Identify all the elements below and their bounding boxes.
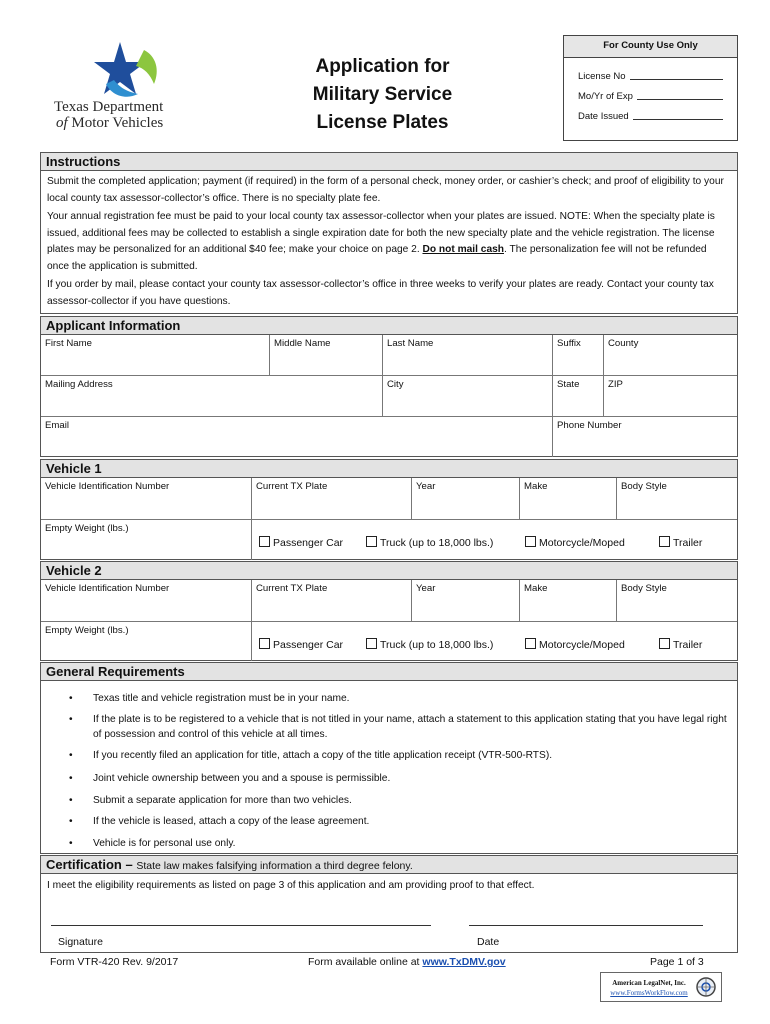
instructions-section: [40, 152, 738, 314]
vehicle2-section: [40, 561, 738, 661]
date-issued-field[interactable]: [633, 119, 723, 120]
v1-year-label: Year: [416, 481, 436, 492]
v2-truck-checkbox[interactable]: [366, 638, 377, 649]
v1-trailer-option[interactable]: [659, 536, 702, 549]
v1-trailer-checkbox[interactable]: [659, 536, 670, 547]
signature-line[interactable]: [51, 925, 431, 926]
city-label: City: [387, 379, 404, 390]
form-number: Form VTR-420 Rev. 9/2017: [50, 956, 179, 968]
v2-year-label: Year: [416, 583, 436, 594]
date-issued-row: [578, 102, 723, 122]
certification-warning: State law makes falsifying information a third degree felony.: [136, 860, 413, 872]
form-title: [280, 53, 485, 137]
state-field[interactable]: [553, 376, 604, 417]
vehicle1-heading: Vehicle 1: [40, 459, 738, 478]
bullet-icon: •: [69, 714, 73, 725]
v1-motorcycle-label: Motorcycle/Moped: [539, 537, 625, 549]
mailing-address-field[interactable]: [41, 376, 383, 417]
title-line-3: License Plates: [316, 112, 449, 133]
v2-trailer-option[interactable]: [659, 638, 702, 651]
zip-field[interactable]: [604, 376, 737, 417]
v1-trailer-label: Trailer: [673, 537, 703, 549]
v2-motorcycle-option[interactable]: [525, 638, 625, 651]
county-field[interactable]: [604, 335, 737, 376]
bullet-icon: •: [69, 795, 73, 806]
certification-section: [40, 855, 738, 953]
middle-name-field[interactable]: [270, 335, 383, 376]
applicant-heading: Applicant Information: [40, 316, 738, 335]
v2-body-field[interactable]: [617, 580, 737, 622]
no-cash-warning: Do not mail cash: [422, 244, 504, 255]
v2-plate-field[interactable]: [252, 580, 412, 622]
certification-statement: I meet the eligibility requirements as listed on page 3 of this application and am providing proof to that effect.: [47, 880, 535, 891]
v1-weight-label: Empty Weight (lbs.): [45, 523, 129, 534]
suffix-label: Suffix: [557, 338, 581, 349]
v1-make-label: Make: [524, 481, 548, 492]
v1-weight-field[interactable]: [41, 520, 252, 560]
zip-label: ZIP: [608, 379, 623, 390]
star-logo-icon: [86, 40, 166, 102]
online-note: [308, 956, 506, 968]
last-name-field[interactable]: [383, 335, 553, 376]
county-label: County: [608, 338, 639, 349]
first-name-field[interactable]: [41, 335, 270, 376]
email-field[interactable]: [41, 417, 553, 457]
legalnet-globe-icon: [695, 976, 717, 998]
bullet-icon: •: [69, 750, 73, 761]
vehicle1-section: [40, 459, 738, 560]
requirement-text: If the plate is to be registered to a vehicle that is not titled in your name, attach a statement to this application stating that you have legal right of possession and control of this vehicle at all times.: [93, 714, 727, 740]
stamp-line-1: American LegalNet, Inc.: [612, 979, 686, 987]
general-heading: General Requirements: [40, 662, 738, 681]
v1-make-field[interactable]: [520, 478, 617, 520]
mailing-address-label: Mailing Address: [45, 379, 113, 390]
v2-make-field[interactable]: [520, 580, 617, 622]
v2-passenger-car-label: Passenger Car: [273, 639, 344, 651]
bullet-icon: •: [69, 816, 73, 827]
v1-body-label: Body Style: [621, 481, 667, 492]
county-use-heading: For County Use Only: [564, 36, 737, 58]
txdmv-logo: [52, 40, 192, 135]
v1-plate-field[interactable]: [252, 478, 412, 520]
signature-label: Signature: [58, 936, 103, 948]
instructions-p3: If you order by mail, please contact your county tax assessor-collector’s office in three weeks to verify your plates are ready. Contact your county tax assessor-collector if you have questions.: [47, 279, 714, 307]
v1-year-field[interactable]: [412, 478, 520, 520]
v2-motorcycle-label: Motorcycle/Moped: [539, 639, 625, 651]
logo-line-1: Texas Department: [54, 99, 164, 115]
v1-plate-label: Current TX Plate: [256, 481, 328, 492]
v1-vin-label: Vehicle Identification Number: [45, 481, 170, 492]
v2-truck-option[interactable]: [366, 638, 493, 651]
v2-vin-label: Vehicle Identification Number: [45, 583, 170, 594]
v2-passenger-car-checkbox[interactable]: [259, 638, 270, 649]
exp-field[interactable]: [637, 99, 723, 100]
bullet-icon: •: [69, 773, 73, 784]
date-issued-label: Date Issued: [578, 111, 629, 122]
v1-body-field[interactable]: [617, 478, 737, 520]
city-field[interactable]: [383, 376, 553, 417]
exp-label: Mo/Yr of Exp: [578, 91, 633, 102]
instructions-p1: Submit the completed application; payment (if required) in the form of a personal check, money order, or cashier’s check; and proof of eligibility to your local county tax assessor-collector’s office. There is no specialty plate fee.: [47, 176, 724, 204]
requirement-text: Vehicle is for personal use only.: [93, 838, 236, 849]
v1-motorcycle-checkbox[interactable]: [525, 536, 536, 547]
bullet-icon: •: [69, 693, 73, 704]
date-label: Date: [477, 936, 500, 948]
v1-truck-checkbox[interactable]: [366, 536, 377, 547]
v1-motorcycle-option[interactable]: [525, 536, 625, 549]
v1-passenger-car-label: Passenger Car: [273, 537, 344, 549]
date-line[interactable]: [469, 925, 703, 926]
v1-truck-label: Truck (up to 18,000 lbs.): [380, 537, 494, 549]
v1-passenger-car-option[interactable]: [259, 536, 343, 549]
phone-label: Phone Number: [557, 420, 622, 431]
requirement-text: If you recently filed an application for title, attach a copy of the title application receipt (VTR-500-RTS).: [93, 750, 553, 761]
county-use-box: [563, 35, 738, 141]
general-requirements-section: [40, 662, 738, 854]
legalnet-stamp: [600, 972, 722, 1002]
v2-weight-field[interactable]: [41, 622, 252, 661]
instructions-heading: Instructions: [40, 152, 738, 171]
requirement-text: Texas title and vehicle registration must be in your name.: [93, 693, 350, 704]
logo-line-2: [56, 116, 163, 131]
v2-passenger-car-option[interactable]: [259, 638, 343, 651]
txdmv-link[interactable]: www.TxDMV.gov: [422, 956, 506, 968]
logo-motor-vehicles: Motor Vehicles: [67, 115, 164, 131]
applicant-section: [40, 316, 738, 457]
suffix-field[interactable]: [553, 335, 604, 376]
v1-passenger-car-checkbox[interactable]: [259, 536, 270, 547]
state-label: State: [557, 379, 580, 390]
v2-make-label: Make: [524, 583, 548, 594]
last-name-label: Last Name: [387, 338, 434, 349]
license-no-label: License No: [578, 71, 626, 82]
bullet-icon: •: [69, 838, 73, 849]
certification-title: Certification: [46, 857, 122, 872]
instructions-p2: [41, 209, 737, 275]
license-no-field[interactable]: [630, 79, 723, 80]
exp-row: [578, 82, 723, 102]
v2-weight-label: Empty Weight (lbs.): [45, 625, 129, 636]
page-number: Page 1 of 3: [650, 956, 704, 968]
v2-trailer-label: Trailer: [673, 639, 703, 651]
v2-truck-label: Truck (up to 18,000 lbs.): [380, 639, 494, 651]
requirement-text: If the vehicle is leased, attach a copy of the lease agreement.: [93, 816, 370, 827]
logo-of: of: [56, 115, 68, 131]
first-name-label: First Name: [45, 338, 92, 349]
v2-plate-label: Current TX Plate: [256, 583, 328, 594]
online-prefix: Form available online at: [308, 956, 423, 968]
v2-body-label: Body Style: [621, 583, 667, 594]
middle-name-label: Middle Name: [274, 338, 331, 349]
v2-motorcycle-checkbox[interactable]: [525, 638, 536, 649]
v1-truck-option[interactable]: [366, 536, 493, 549]
v2-trailer-checkbox[interactable]: [659, 638, 670, 649]
vehicle2-heading: Vehicle 2: [40, 561, 738, 580]
stamp-line-2[interactable]: www.FormsWorkFlow.com: [610, 989, 688, 997]
requirement-text: Joint vehicle ownership between you and a spouse is permissible.: [93, 773, 391, 784]
certification-dash: –: [121, 857, 137, 872]
v1-vin-field[interactable]: [41, 478, 252, 520]
license-no-row: [578, 62, 723, 82]
phone-field[interactable]: [553, 417, 737, 457]
title-line-1: Application for: [315, 56, 450, 77]
v2-vin-field[interactable]: [41, 580, 252, 622]
certification-heading: [40, 855, 738, 874]
title-line-2: Military Service: [312, 84, 453, 105]
v2-year-field[interactable]: [412, 580, 520, 622]
instructions-p2-main: Your annual registration fee must be paid to your local county tax assessor-collector when your plates are issued. NOTE: When the specialty plate is issued, additional fees may be collected to establish a single expiration date for both the new specialty plate and the vehicle registration. The license plates may be personalized for an additional $40 fee; make your choice on page 2.: [47, 211, 715, 255]
requirement-text: Submit a separate application for more than two vehicles.: [93, 795, 352, 806]
instructions-p2-end: . The personalization fee will not be refunded once the application is submitted.: [47, 244, 707, 272]
email-label: Email: [45, 420, 69, 431]
